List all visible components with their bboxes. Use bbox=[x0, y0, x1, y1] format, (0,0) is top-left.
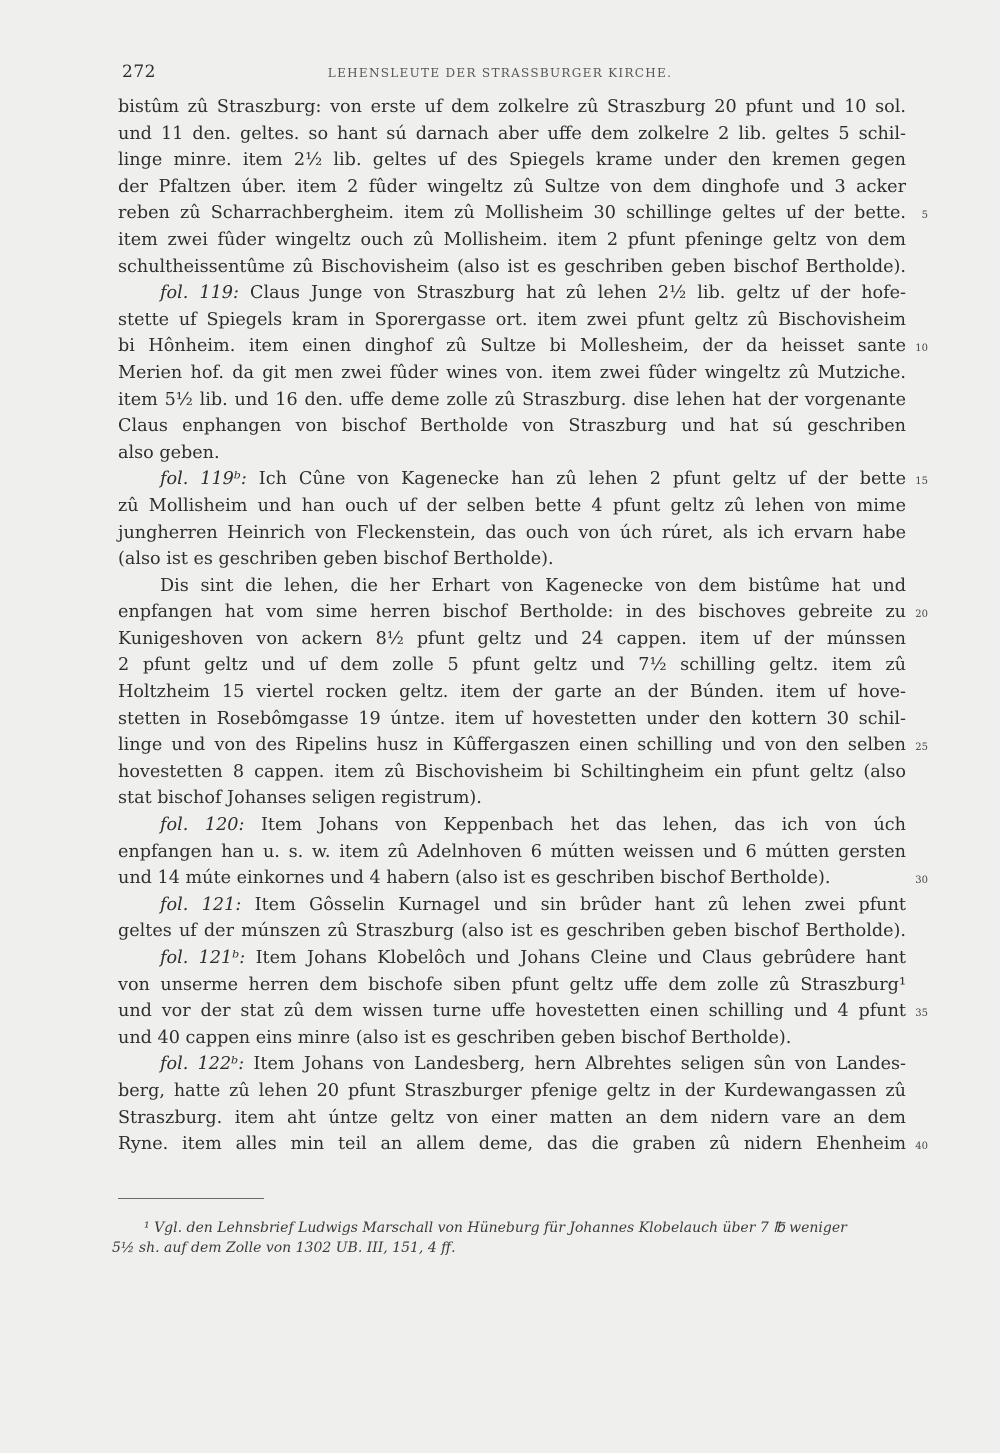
text-line bbox=[118, 1025, 906, 1052]
text-line bbox=[118, 1078, 906, 1105]
text-line bbox=[118, 1105, 906, 1132]
line-content bbox=[118, 1131, 906, 1158]
text-line bbox=[118, 121, 906, 148]
line-text: zû Mollisheim und han ouch uf der selben bette 4 pfunt geltz zû lehen von mime bbox=[118, 495, 906, 516]
margin-line-number: 5 bbox=[921, 210, 928, 222]
text-line bbox=[118, 573, 906, 600]
margin-line-number: 10 bbox=[915, 343, 928, 355]
line-text: Merien hof. da git men zwei fûder wines von. item zwei fûder wingeltz zû Mutziche. bbox=[118, 362, 906, 383]
line-text: item zwei fûder wingeltz ouch zû Mollisheim. item 2 pfunt pfeninge geltz von dem bbox=[118, 229, 906, 250]
line-content bbox=[118, 679, 906, 706]
text-line bbox=[118, 546, 906, 573]
line-content bbox=[118, 918, 906, 945]
line-content bbox=[118, 440, 220, 467]
text-line bbox=[118, 732, 928, 759]
line-text: reben zû Scharrachbergheim. item zû Mollisheim 30 schillinge geltes uf der bette. bbox=[118, 203, 906, 224]
text-line bbox=[118, 227, 906, 254]
text-line bbox=[118, 1131, 928, 1158]
line-content bbox=[118, 94, 906, 121]
text-line bbox=[118, 652, 906, 679]
line-content bbox=[118, 706, 906, 733]
line-text: geltes uf der múnszen zû Straszburg (also ist es geschriben geben bischof Bertholde). bbox=[118, 921, 906, 942]
line-text: und 40 cappen eins minre (also ist es geschriben geben bischof Bertholde). bbox=[118, 1027, 792, 1048]
line-content bbox=[118, 759, 906, 786]
line-text: berg, hatte zû lehen 20 pfunt Straszburger pfenige geltz in der Kurdewangassen zû bbox=[118, 1080, 906, 1101]
line-content bbox=[118, 839, 906, 866]
line-text: und 11 den. geltes. so hant sú darnach aber uffe dem zolkelre 2 lib. geltes 5 schil- bbox=[118, 123, 906, 144]
text-line bbox=[118, 812, 906, 839]
line-text: (also ist es geschriben geben bischof Bertholde). bbox=[118, 549, 554, 570]
line-content bbox=[118, 413, 906, 440]
line-content bbox=[118, 1051, 906, 1078]
line-text: hovestetten 8 cappen. item zû Bischovisheim bi Schiltingheim ein pfunt geltz (also bbox=[118, 761, 906, 782]
line-content bbox=[118, 732, 906, 759]
line-text: enpfangen hat vom sime herren bischof Bertholde: in des bischoves gebreite zu bbox=[118, 602, 906, 623]
line-content bbox=[118, 599, 906, 626]
line-text: linge minre. item 2½ lib. geltes uf des Spiegels krame under den kremen gegen bbox=[118, 150, 906, 171]
line-text: item 5½ lib. und 16 den. uffe deme zolle zû Straszburg. dise lehen hat der vorgenante bbox=[118, 389, 906, 410]
text-line bbox=[118, 679, 906, 706]
text-line bbox=[118, 1051, 906, 1078]
text-line bbox=[118, 174, 906, 201]
line-content bbox=[118, 865, 831, 892]
line-text: von unserme herren dem bischofe siben pfunt geltz uffe dem zolle zû Straszburg¹ bbox=[118, 974, 906, 995]
line-content bbox=[118, 546, 554, 573]
text-line bbox=[118, 440, 906, 467]
line-content bbox=[118, 945, 906, 972]
line-text: Holtzheim 15 viertel rocken geltz. item der garte an der Búnden. item uf hove- bbox=[118, 682, 906, 703]
text-line bbox=[118, 307, 906, 334]
line-content bbox=[118, 493, 906, 520]
line-content bbox=[118, 1105, 906, 1132]
line-text: schultheissentûme zû Bischovisheim (also ist es geschriben geben bischof Bertholde). bbox=[118, 256, 906, 277]
text-line bbox=[118, 918, 906, 945]
line-content bbox=[118, 280, 906, 307]
line-content bbox=[118, 360, 906, 387]
text-line bbox=[118, 785, 906, 812]
footnote-divider bbox=[118, 1198, 264, 1199]
line-text: stetten in Rosebômgasse 19 úntze. item uf hovestetten under den kottern 30 schil- bbox=[118, 708, 906, 729]
margin-line-number: 30 bbox=[915, 875, 928, 887]
line-text: Item Gôsselin Kurnagel und sin brûder hant zû lehen zwei pfunt bbox=[241, 894, 906, 915]
folio-reference: fol. 120: bbox=[160, 815, 245, 836]
footnote-line: ¹ Vgl. den Lehnsbrief Ludwigs Marschall von Hüneburg für Johannes Klobelauch über 7 ℔ weniger bbox=[144, 1220, 847, 1236]
text-line bbox=[118, 520, 906, 547]
text-line bbox=[118, 599, 928, 626]
folio-reference: fol. 121ᵇ: bbox=[160, 948, 246, 968]
line-content bbox=[118, 174, 906, 201]
line-text: also geben. bbox=[118, 442, 220, 463]
line-text: stette uf Spiegels kram in Sporergasse ort. item zwei pfunt geltz zû Bischovisheim bbox=[118, 309, 906, 330]
line-text: Dis sint die lehen, die her Erhart von Kagenecke von dem bistûme hat und bbox=[160, 575, 906, 596]
text-line bbox=[118, 333, 928, 360]
line-content bbox=[118, 227, 906, 254]
line-text: Ich Cûne von Kagenecke han zû lehen 2 pfunt geltz uf der bette bbox=[246, 469, 907, 490]
line-content bbox=[118, 972, 906, 999]
line-text: Ryne. item alles min teil an allem deme, das die graben zû nidern Ehenheim bbox=[118, 1134, 906, 1155]
margin-line-number: 25 bbox=[915, 742, 928, 754]
text-line bbox=[118, 200, 928, 227]
text-line bbox=[118, 865, 928, 892]
text-line bbox=[118, 413, 906, 440]
text-line bbox=[118, 466, 928, 493]
line-content bbox=[118, 520, 906, 547]
line-text: Claus Junge von Straszburg hat zû lehen 2½ lib. geltz uf der hofe- bbox=[238, 283, 906, 304]
footnotes bbox=[112, 1218, 902, 1258]
body-text bbox=[118, 94, 928, 1158]
line-text: jungherren Heinrich von Fleckenstein, das ouch von úch rúret, als ich ervarn habe bbox=[118, 522, 906, 543]
text-line bbox=[118, 892, 906, 919]
margin-line-number: 40 bbox=[915, 1141, 928, 1153]
text-line bbox=[118, 254, 906, 281]
line-content bbox=[118, 998, 906, 1025]
line-content bbox=[118, 652, 906, 679]
text-line bbox=[118, 998, 928, 1025]
running-title: LEHENSLEUTE DER STRASSBURGER KIRCHE. bbox=[327, 66, 673, 80]
line-text: Item Johans Klobelôch und Johans Cleine und Claus gebrûdere hant bbox=[245, 948, 907, 968]
folio-reference: fol. 119ᵇ: bbox=[160, 469, 247, 490]
text-line bbox=[118, 493, 906, 520]
line-content bbox=[118, 466, 906, 493]
line-content bbox=[118, 573, 906, 600]
text-line bbox=[118, 839, 906, 866]
line-text: Straszburg. item aht úntze geltz von einer matten an dem nidern vare an dem bbox=[118, 1107, 906, 1128]
footnote-line: 5½ sh. auf dem Zolle von 1302 UB. III, 151, 4 ff. bbox=[112, 1240, 456, 1256]
text-line bbox=[118, 147, 906, 174]
line-text: und vor der stat zû dem wissen turne uffe hovestetten einen schilling und 4 pfunt bbox=[118, 1001, 906, 1022]
line-content bbox=[118, 121, 906, 148]
line-text: linge und von des Ripelins husz in Kûffergaszen einen schilling und von den selben bbox=[118, 735, 906, 756]
line-content bbox=[118, 387, 906, 414]
line-content bbox=[118, 333, 906, 360]
line-content bbox=[118, 200, 906, 227]
line-text: 2 pfunt geltz und uf dem zolle 5 pfunt geltz und 7½ schilling geltz. item zû bbox=[118, 655, 906, 676]
line-text: enpfangen han u. s. w. item zû Adelnhoven 6 mútten weissen und 6 mútten gersten bbox=[118, 841, 906, 862]
text-line bbox=[118, 280, 906, 307]
line-text: bistûm zû Straszburg: von erste uf dem zolkelre zû Straszburg 20 pfunt und 10 sol. bbox=[118, 97, 906, 117]
line-text: Claus enphangen von bischof Bertholde von Straszburg und hat sú geschriben bbox=[118, 416, 906, 437]
text-line bbox=[118, 945, 906, 972]
line-content bbox=[118, 785, 482, 812]
text-line bbox=[118, 626, 906, 653]
folio-reference: fol. 122ᵇ: bbox=[160, 1054, 245, 1075]
line-content bbox=[118, 1078, 906, 1105]
line-content bbox=[118, 307, 906, 334]
margin-line-number: 15 bbox=[915, 476, 928, 488]
line-content bbox=[118, 147, 906, 174]
line-text: stat bischof Johanses seligen registrum). bbox=[118, 788, 482, 809]
line-content bbox=[118, 892, 906, 919]
text-line bbox=[118, 972, 906, 999]
text-line bbox=[118, 759, 906, 786]
margin-line-number: 20 bbox=[915, 609, 928, 621]
margin-line-number: 35 bbox=[915, 1008, 928, 1020]
folio-reference: fol. 121: bbox=[160, 894, 242, 915]
line-text: bi Hônheim. item einen dinghof zû Sultze bi Mollesheim, der da heisset sante bbox=[118, 336, 906, 357]
line-content bbox=[118, 626, 906, 653]
page-number: 272 bbox=[122, 62, 156, 82]
line-content bbox=[118, 812, 906, 839]
text-line bbox=[118, 360, 906, 387]
line-text: der Pfaltzen úber. item 2 fûder wingeltz zû Sultze von dem dinghofe und 3 acker bbox=[118, 176, 906, 197]
text-line bbox=[118, 706, 906, 733]
line-content bbox=[118, 1025, 791, 1052]
line-content bbox=[118, 254, 906, 281]
text-line bbox=[118, 94, 906, 121]
folio-reference: fol. 119: bbox=[160, 283, 239, 304]
line-text: Item Johans von Landesberg, hern Albrehtes seligen sûn von Landes- bbox=[244, 1054, 906, 1075]
line-text: Kunigeshoven von ackern 8½ pfunt geltz und 24 cappen. item uf der múnssen bbox=[118, 628, 906, 649]
line-text: und 14 múte einkornes und 4 habern (also ist es geschriben bischof Bertholde). bbox=[118, 868, 831, 889]
text-line bbox=[118, 387, 906, 414]
line-text: Item Johans von Keppenbach het das lehen, das ich von úch bbox=[244, 815, 906, 836]
